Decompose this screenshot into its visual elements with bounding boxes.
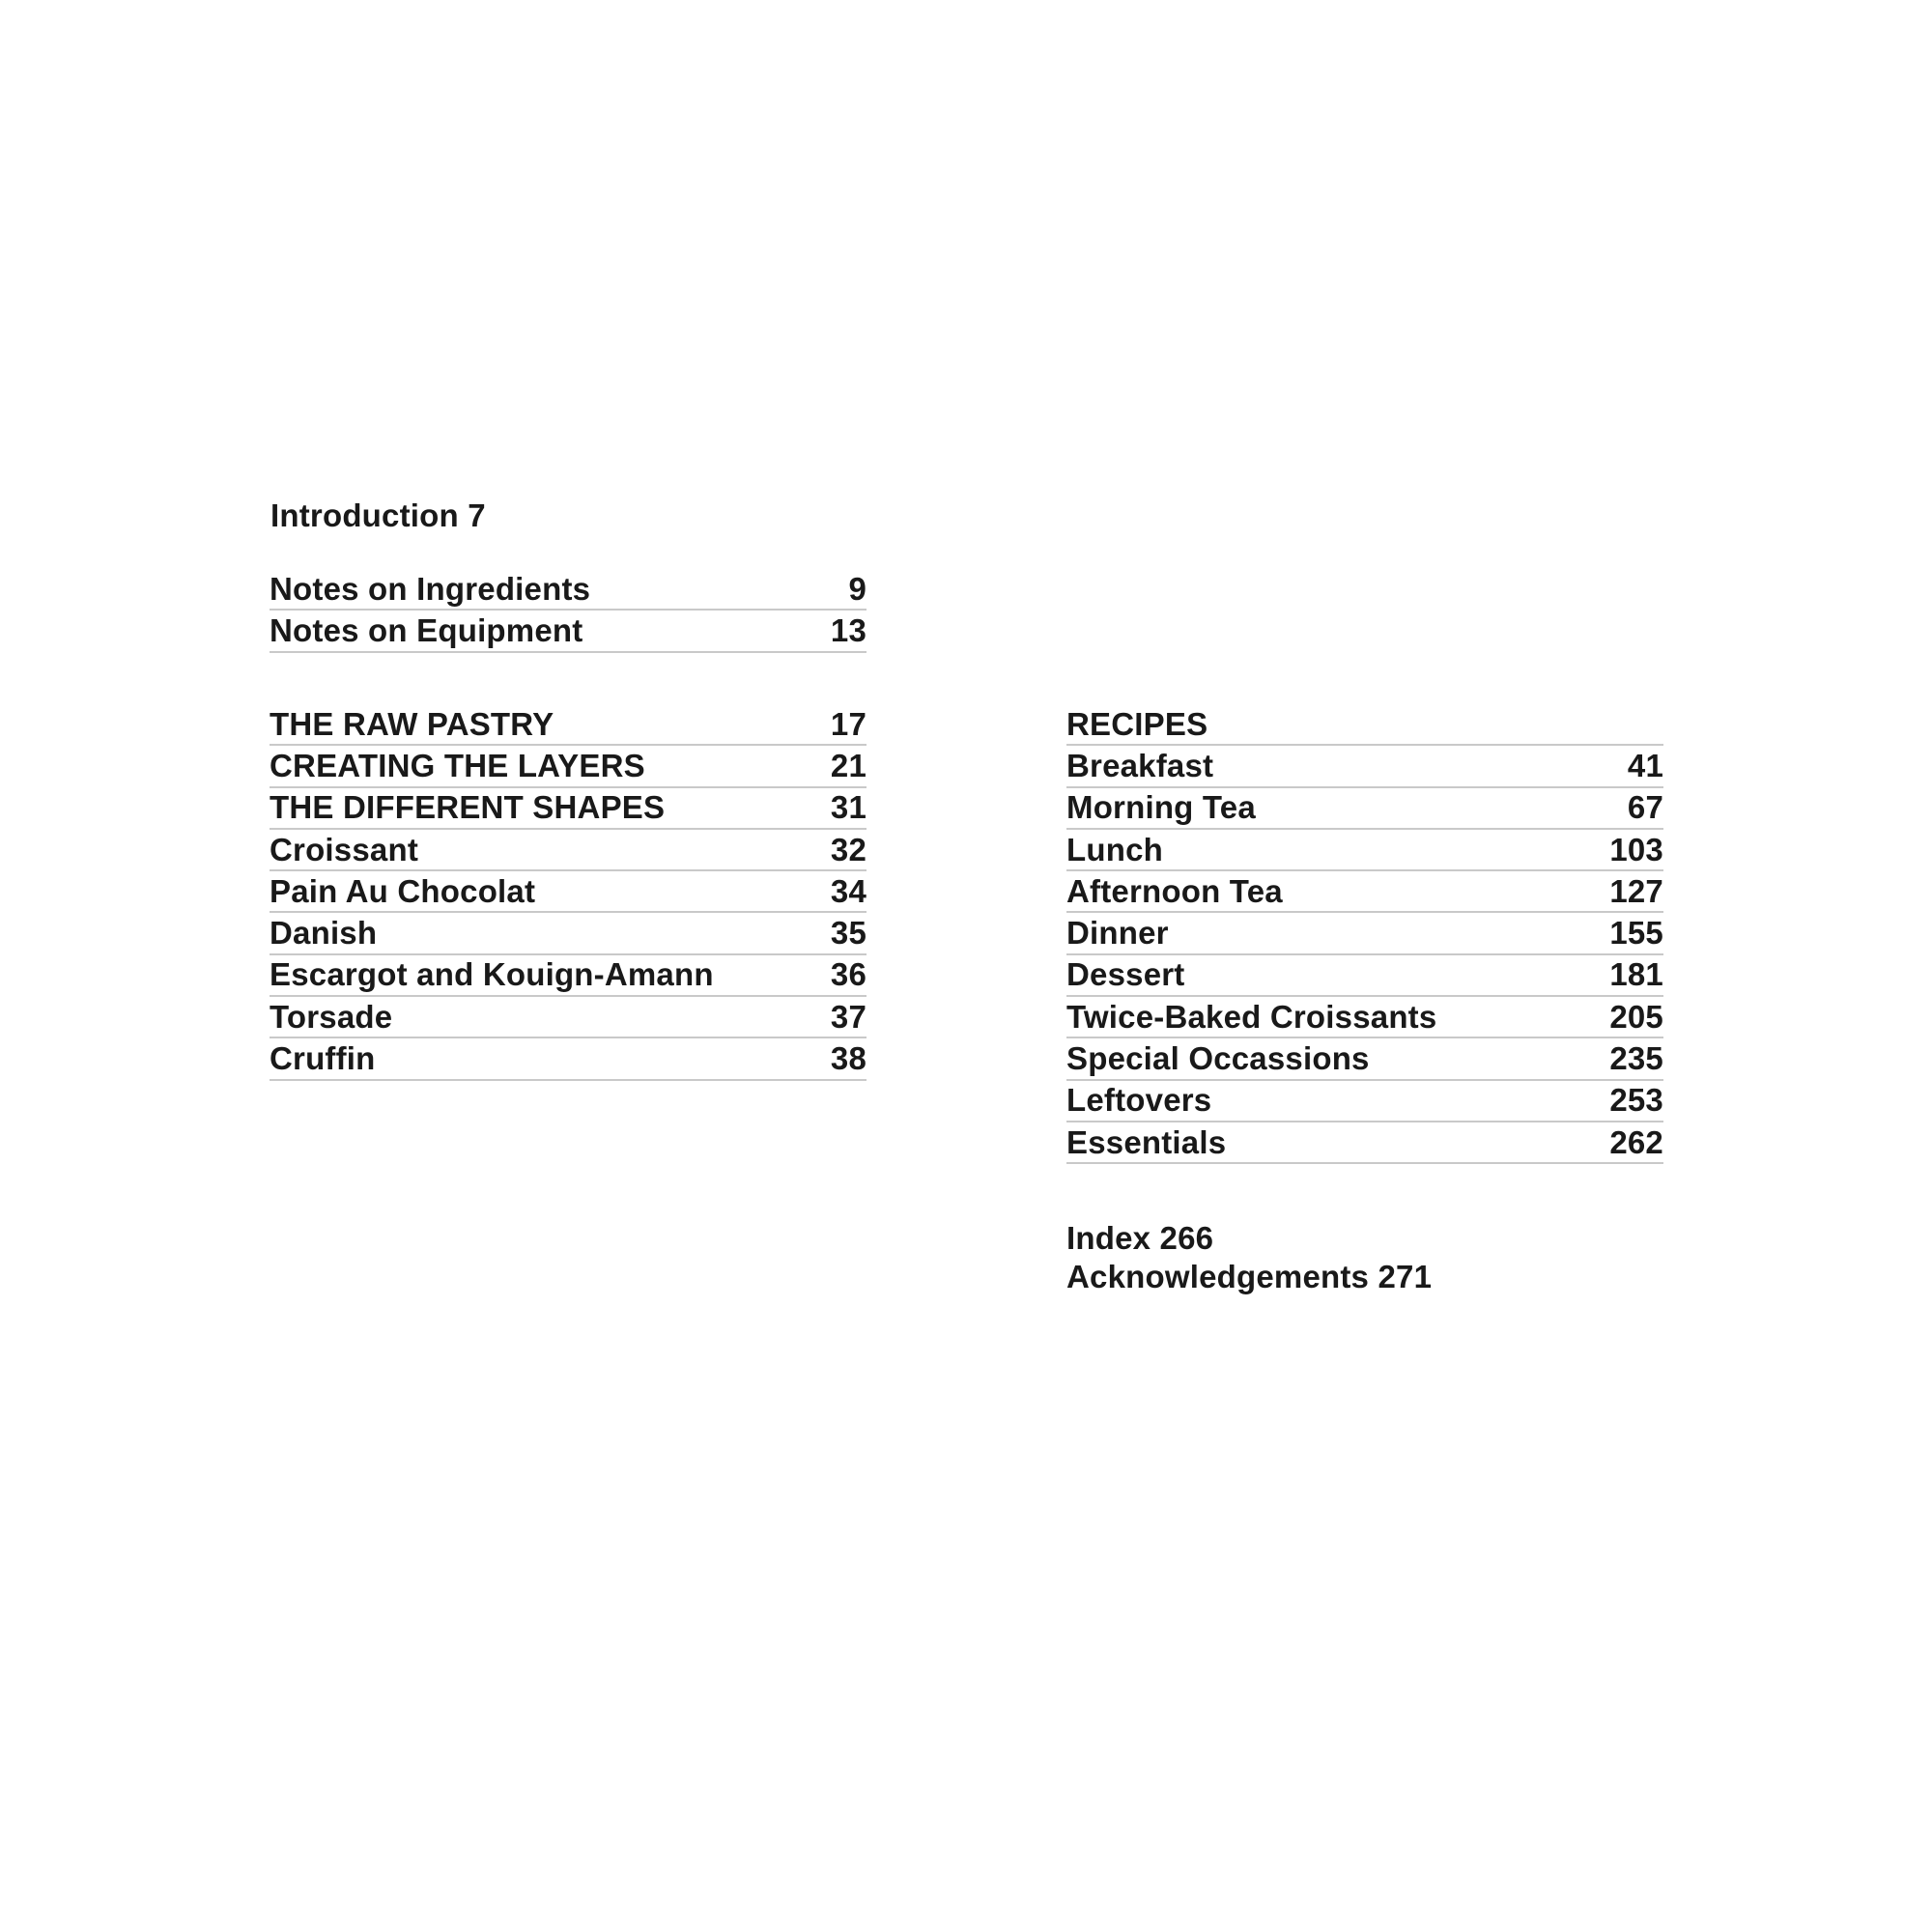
toc-entry-title: Cruffin — [270, 1040, 376, 1077]
toc-entry — [1066, 1122, 1663, 1164]
toc-entry — [1066, 997, 1663, 1038]
toc-entry — [1066, 955, 1663, 997]
toc-entry-title: Morning Tea — [1066, 789, 1256, 826]
toc-entry-title: Pain Au Chocolat — [270, 872, 536, 909]
toc-entry — [1066, 1038, 1663, 1080]
toc-entry — [270, 955, 867, 997]
toc-entry — [1066, 913, 1663, 954]
toc-entry — [270, 997, 867, 1038]
toc-entry — [1066, 746, 1663, 787]
toc-entry-page: 32 — [830, 831, 867, 867]
recipes-list — [1066, 704, 1663, 1164]
back-matter-line-index: Index 266 — [1066, 1220, 1214, 1256]
toc-entry — [270, 830, 867, 871]
toc-entry-title: Notes on Equipment — [270, 611, 583, 648]
toc-entry-title: CREATING THE LAYERS — [270, 747, 645, 783]
toc-entry-page: 21 — [830, 747, 867, 783]
toc-entry-title: Escargot and Kouign-Amann — [270, 956, 714, 993]
toc-entry — [270, 871, 867, 913]
toc-entry — [270, 746, 867, 787]
toc-entry-page: 235 — [1609, 1040, 1663, 1077]
intro-line: Introduction 7 — [270, 497, 486, 533]
toc-entry-page: 37 — [830, 998, 867, 1035]
toc-entry-title: THE DIFFERENT SHAPES — [270, 789, 666, 826]
toc-entry — [1066, 1081, 1663, 1122]
recipes-header-row — [1066, 704, 1663, 746]
toc-entry-title: Breakfast — [1066, 747, 1214, 783]
recipes-header: RECIPES — [1066, 705, 1208, 742]
toc-entry-page: 181 — [1609, 956, 1663, 993]
toc-entry-title: Special Occassions — [1066, 1040, 1370, 1077]
toc-entry — [270, 569, 867, 611]
back-matter — [1066, 1219, 1432, 1296]
toc-entry — [270, 1038, 867, 1080]
toc-entry-page: 127 — [1609, 872, 1663, 909]
toc-entry-page: 13 — [830, 611, 867, 648]
toc-entry-page: 262 — [1609, 1123, 1663, 1160]
toc-entry-title: Dinner — [1066, 915, 1169, 952]
toc-entry-page: 253 — [1609, 1082, 1663, 1119]
toc-entry — [1066, 830, 1663, 871]
chapter-list — [270, 704, 867, 1081]
toc-entry-page: 41 — [1627, 747, 1663, 783]
front-matter-list — [270, 569, 867, 653]
toc-entry — [1066, 871, 1663, 913]
toc-entry-page: 36 — [830, 956, 867, 993]
toc-entry-page: 205 — [1609, 998, 1663, 1035]
toc-entry-title: Torsade — [270, 998, 393, 1035]
toc-entry-title: Notes on Ingredients — [270, 570, 591, 607]
toc-entry — [270, 704, 867, 746]
toc-entry-title: Croissant — [270, 831, 419, 867]
toc-entry — [270, 913, 867, 954]
toc-entry-page: 17 — [830, 705, 867, 742]
toc-entry — [1066, 788, 1663, 830]
toc-entry-page: 9 — [848, 570, 867, 607]
toc-entry-page: 155 — [1609, 915, 1663, 952]
back-matter-line-acknowledgements: Acknowledgements 271 — [1066, 1259, 1433, 1294]
toc-entry-title: Dessert — [1066, 956, 1185, 993]
toc-entry-title: Twice-Baked Croissants — [1066, 998, 1437, 1035]
toc-entry-page: 103 — [1609, 831, 1663, 867]
toc-entry-page: 31 — [830, 789, 867, 826]
toc-entry-title: Lunch — [1066, 831, 1163, 867]
toc-entry-title: Danish — [270, 915, 378, 952]
toc-entry-title: Afternoon Tea — [1066, 872, 1283, 909]
toc-entry-page: 35 — [830, 915, 867, 952]
toc-entry-title: Essentials — [1066, 1123, 1227, 1160]
toc-entry — [270, 788, 867, 830]
toc-entry — [270, 611, 867, 652]
toc-entry-title: THE RAW PASTRY — [270, 705, 554, 742]
toc-entry-page: 38 — [830, 1040, 867, 1077]
toc-entry-page: 34 — [830, 872, 867, 909]
toc-entry-title: Leftovers — [1066, 1082, 1212, 1119]
toc-entry-page: 67 — [1627, 789, 1663, 826]
